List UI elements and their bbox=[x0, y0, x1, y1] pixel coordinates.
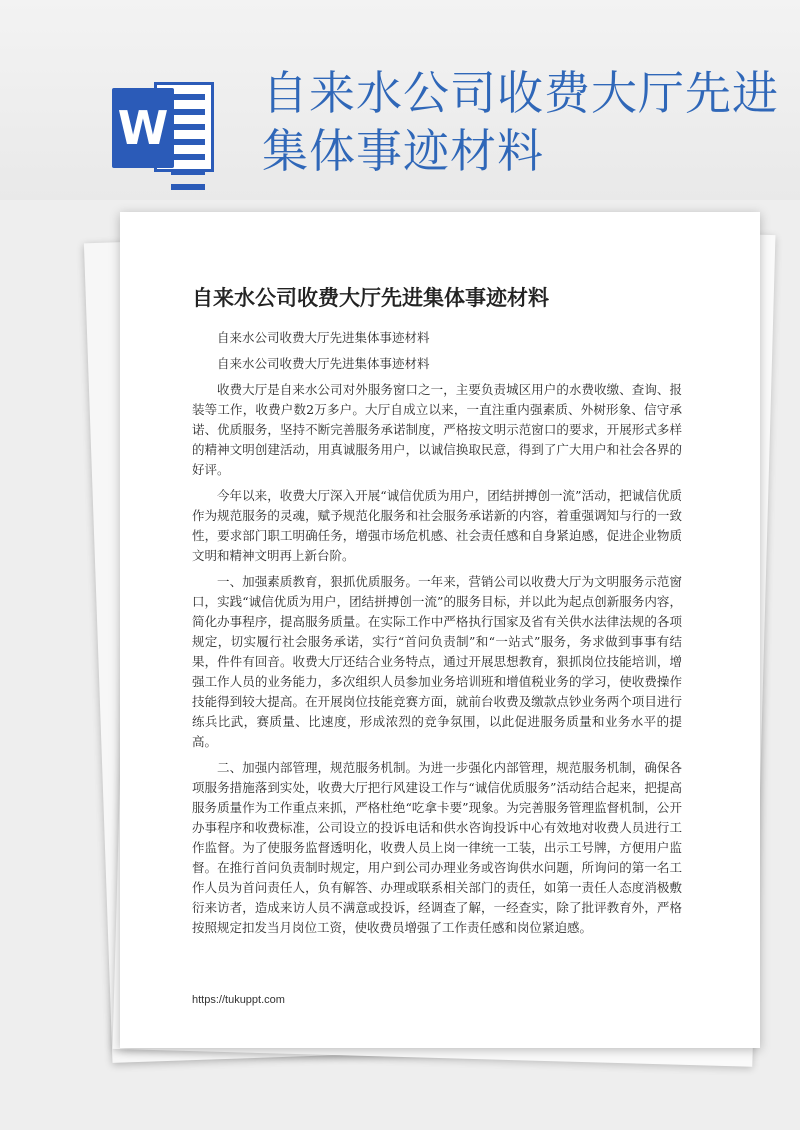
document-page bbox=[120, 212, 760, 1048]
paragraph-section-one: 一、加强素质教育，狠抓优质服务。一年来，营销公司以收费大厅为文明服务示范窗口，实践“诚信优质为用户，团结拼搏创一流”的服务目标，并以此为起点创新服务内容，简化办事程序，提高服务质量。在实际工作中严格执行国家及省有关供水法律法规的各项规定，切实履行社会服务承诺，实行“首问负责制”和“一站式”服务，务求做到事事有结果，件件有回音。收费大厅还结合业务特点，通过开展思想教育，狠抓岗位技能培训，增强工作人员的业务能力，多次组织人员参加业务培训班和增值税业务的学习，使收费操作技能得到较大提高。在开展岗位技能竞赛方面，就前台收费及缴款点钞业务两个项目进行练兵比武，赛质量、比速度，形成浓烈的竞争氛围，以此促进服务质量和业务水平的提高。 bbox=[192, 574, 682, 749]
paragraph-intro: 收费大厅是自来水公司对外服务窗口之一，主要负责城区用户的水费收缴、查询、报装等工作，收费户数2万多户。大厅自成立以来，一直注重内强素质、外树形象、信守承诺、优质服务，坚持不断完善服务承诺制度，严格按文明示范窗口的要求，开展形式多样的精神文明创建活动，用真诚服务用户，以诚信换取民意，得到了广大用户和社会各界的好评。 bbox=[192, 382, 682, 477]
banner-title: 自来水公司收费大厅先进集体事迹材料 bbox=[262, 66, 779, 178]
paragraph-activity: 今年以来，收费大厅深入开展“诚信优质为用户，团结拼搏创一流”活动，把诚信优质作为规范服务的灵魂，赋予规范化服务和社会服务承诺新的内容，着重强调知与行的一致性，要求部门职工明确任务，增强市场危机感、社会责任感和自身紧迫感，促进企业物质文明和精神文明再上新台阶。 bbox=[192, 488, 682, 563]
document-body bbox=[192, 328, 682, 944]
paragraph-section-two: 二、加强内部管理，规范服务机制。为进一步强化内部管理，规范服务机制，确保各项服务措施落到实处，收费大厅把行风建设工作与“诚信优质服务”活动结合起来，把提高服务质量作为工作重点来抓，严格杜绝“吃拿卡要”现象。为完善服务管理监督机制，公开办事程序和收费标准，公司设立的投诉电话和供水咨询投诉中心有效地对收费人员进行工作监督。为了使服务监督透明化，收费人员上岗一律统一工装，出示工号牌，方便用户监督。在推行首问负责制时规定，用户到公司办理业务或咨询供水问题，所询问的第一名工作人员为首问责任人，负有解答、办理或联系相关部门的责任，如第一责任人态度消极敷衍来访者，造成来访人员不满意或投诉，经调查了解，一经查实，除了批评教育外，严格按照规定扣发当月岗位工资，使收费员增强了工作责任感和岗位紧迫感。 bbox=[192, 760, 682, 935]
document-heading: 自来水公司收费大厅先进集体事迹材料 bbox=[192, 286, 549, 310]
banner bbox=[0, 0, 800, 200]
document-subtitle: 自来水公司收费大厅先进集体事迹材料 bbox=[217, 330, 430, 345]
document-subtitle: 自来水公司收费大厅先进集体事迹材料 bbox=[217, 356, 430, 371]
word-icon-letter: W bbox=[112, 88, 174, 168]
footer-url: https://tukuppt.com bbox=[192, 994, 285, 1006]
